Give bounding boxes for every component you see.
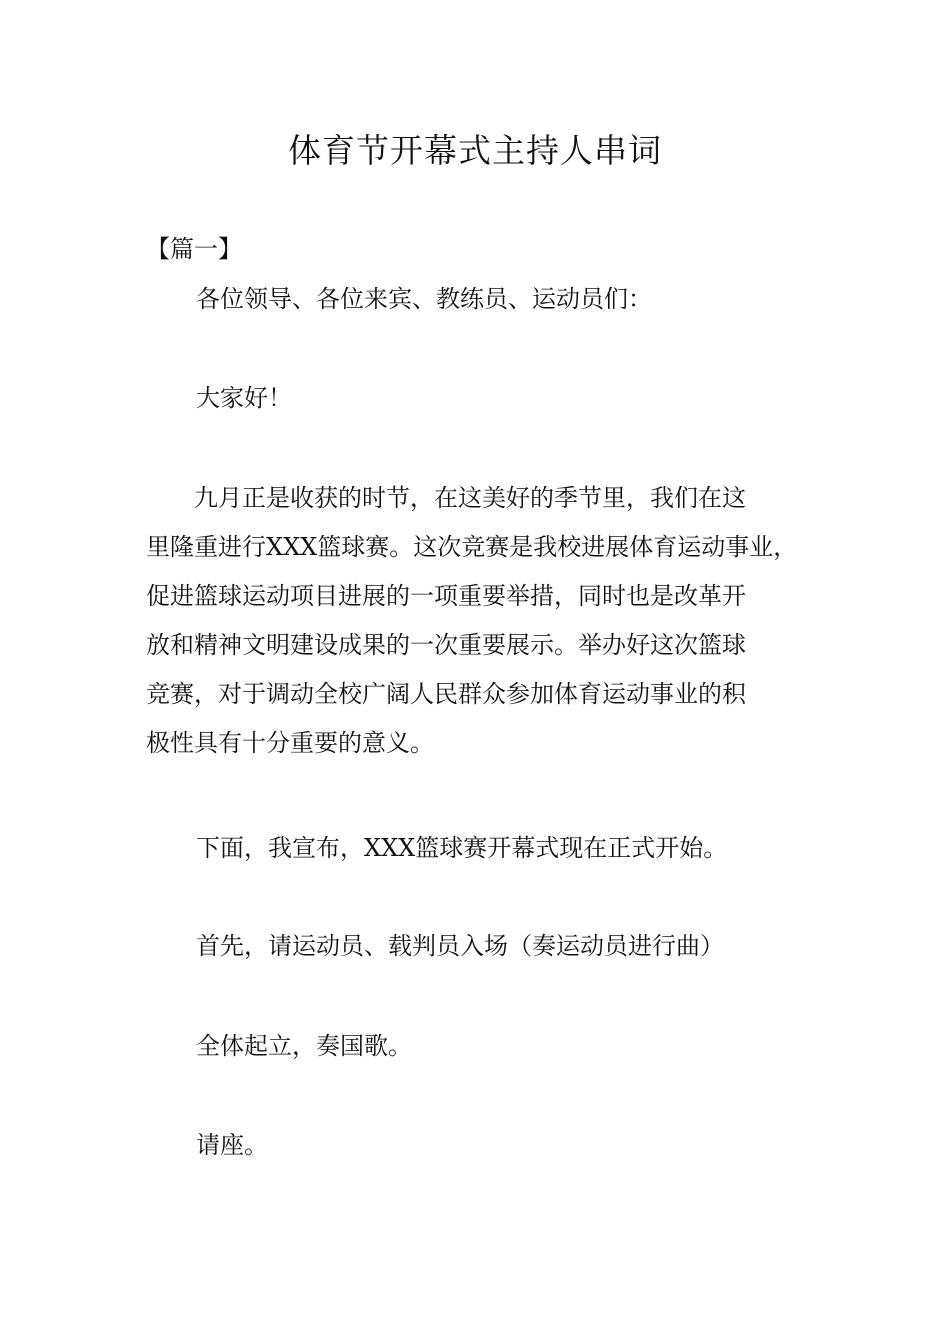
sit-instruction-line: 请座。 <box>196 1131 268 1159</box>
paragraph-line: 竞赛，对于调动全校广阔人民群众参加体育运动事业的积 <box>146 680 746 708</box>
paragraph-line: 里隆重进行XXX篮球赛。这次竞赛是我校进展体育运动事业， <box>146 533 798 561</box>
section-label: 【篇一】 <box>146 235 242 263</box>
paragraph-line: 促进篮球运动项目进展的一项重要举措，同时也是改革开 <box>146 582 746 610</box>
greeting-line: 各位领导、各位来宾、教练员、运动员们： <box>196 285 652 313</box>
paragraph-line: 放和精神文明建设成果的一次重要展示。举办好这次篮球 <box>146 631 746 659</box>
hello-line: 大家好！ <box>196 384 292 412</box>
announcement-line: 下面，我宣布，XXX篮球赛开幕式现在正式开始。 <box>196 834 728 862</box>
paragraph-line: 极性具有十分重要的意义。 <box>146 729 434 757</box>
entry-instruction-line: 首先，请运动员、载判员入场（奏运动员进行曲） <box>196 932 724 960</box>
document-title: 体育节开幕式主持人串词 <box>288 131 662 170</box>
anthem-instruction-line: 全体起立，奏国歌。 <box>196 1032 412 1060</box>
paragraph-line: 九月正是收获的时节，在这美好的季节里，我们在这 <box>146 484 746 512</box>
opening-paragraph <box>146 480 816 774</box>
